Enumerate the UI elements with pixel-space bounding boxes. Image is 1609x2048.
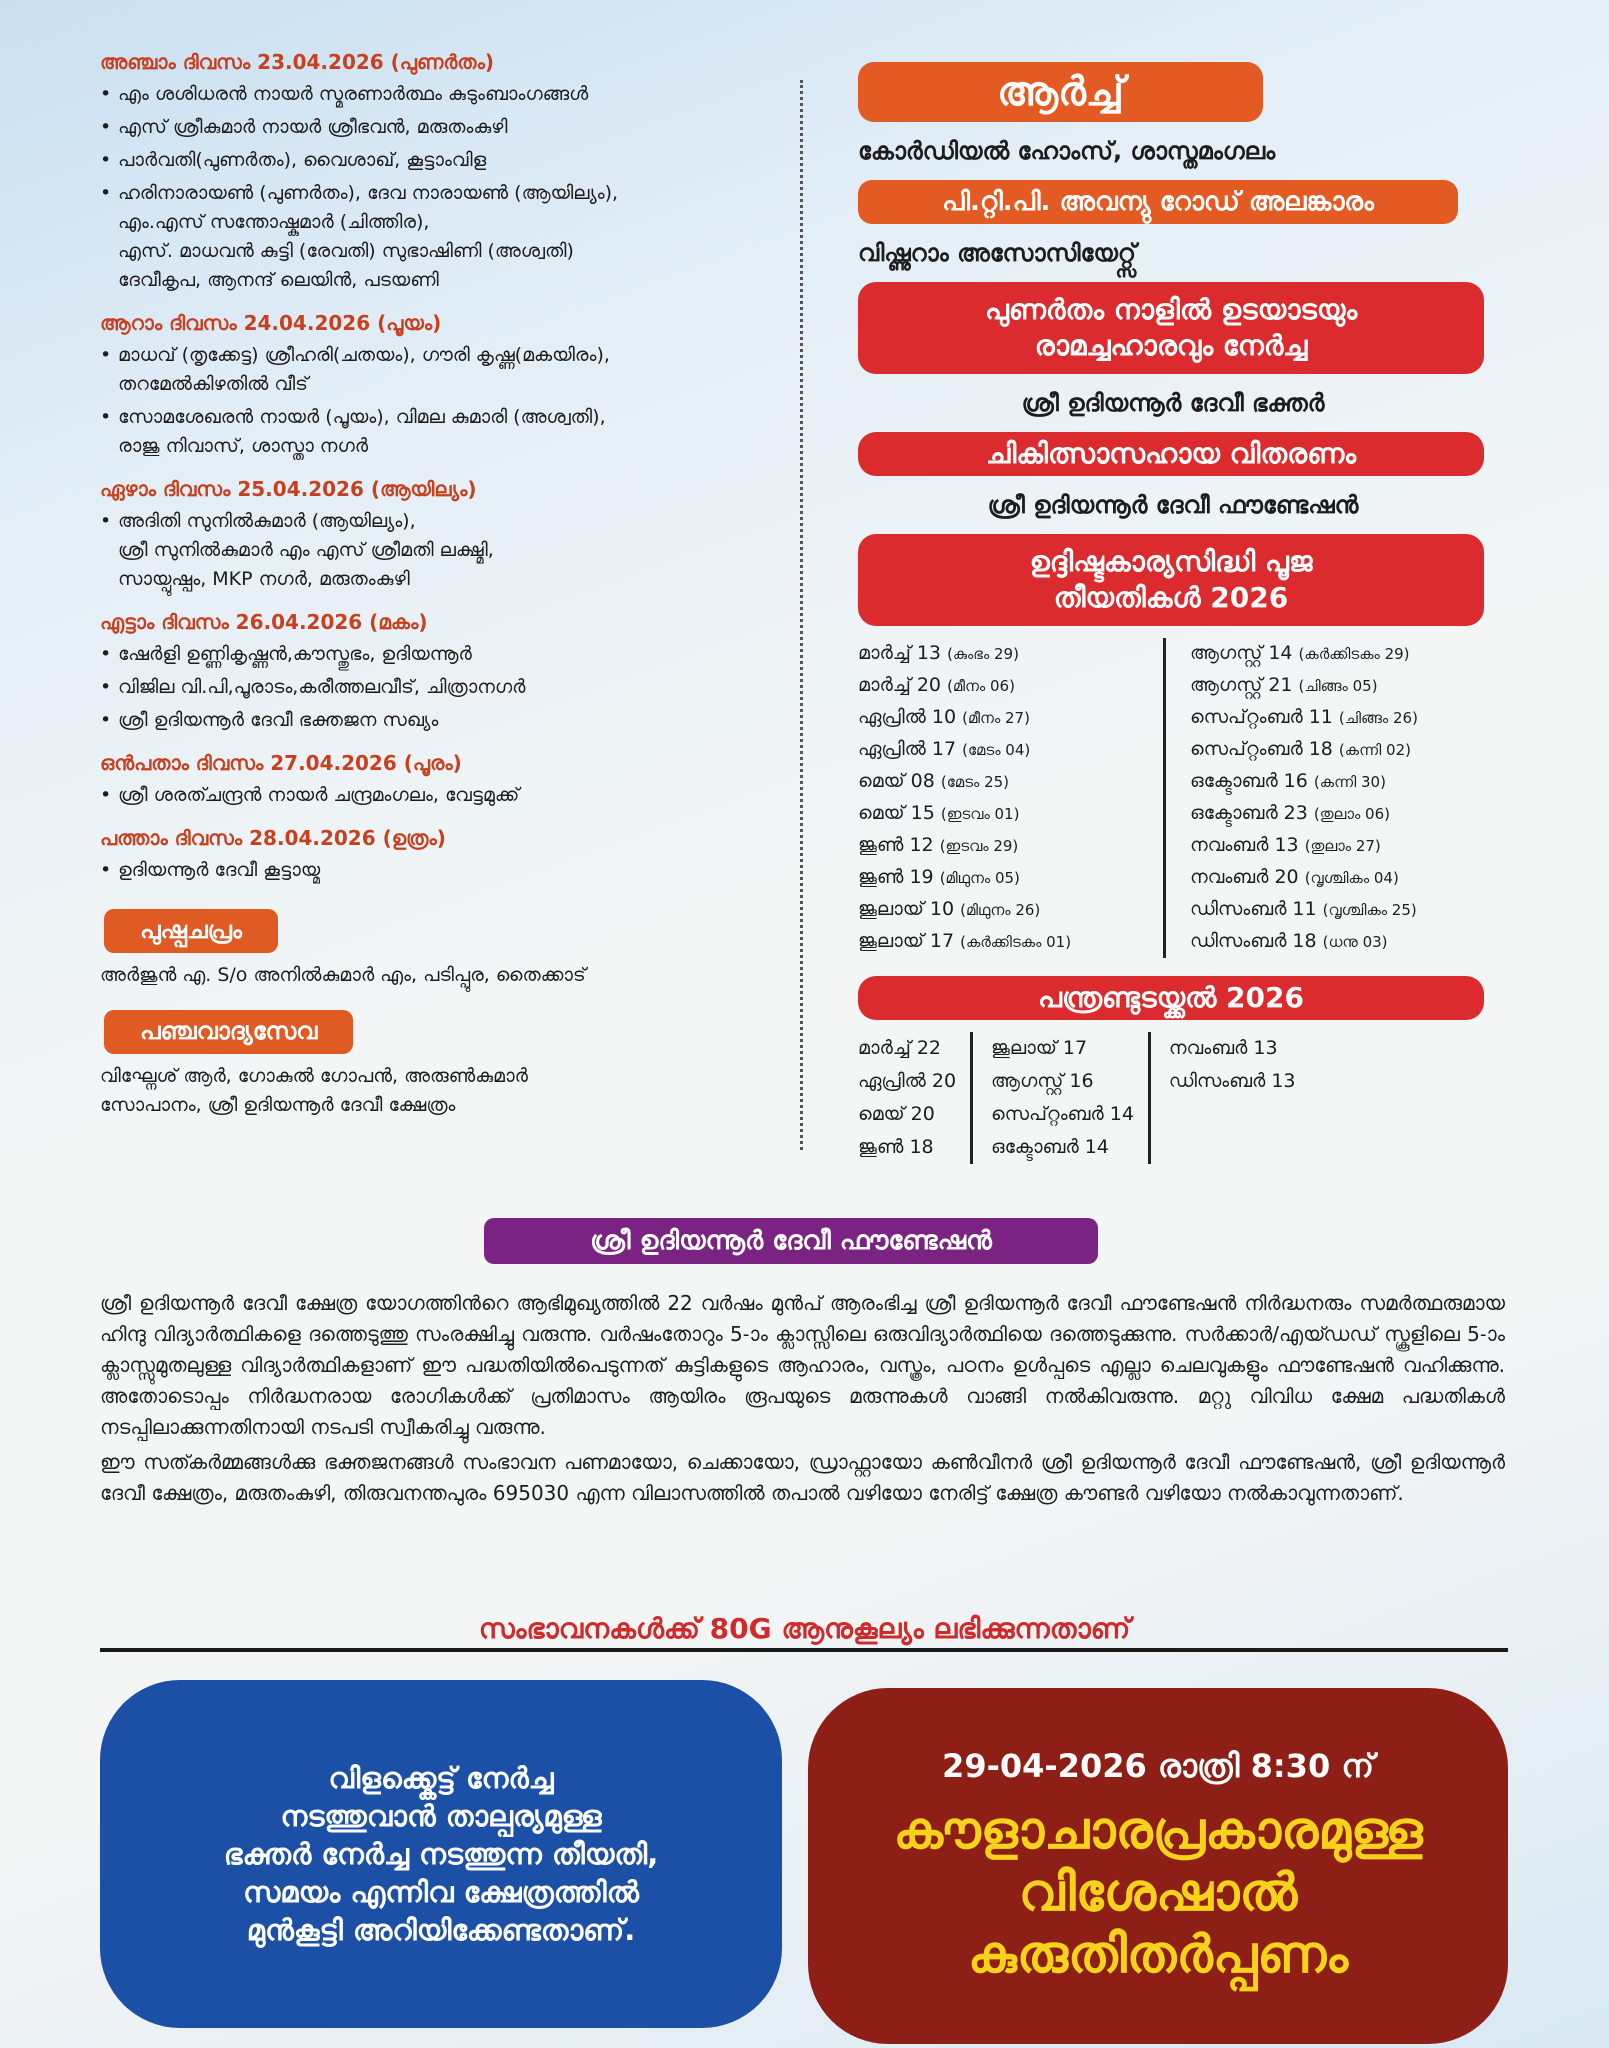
sponsor-item: • മാധവ് (തൃക്കേട്ട) ശ്രീഹരി(ചതയം), ഗൗരി കൃഷ്ണ(മകയിരം), തറമേൽകിഴതിൽ വീട് xyxy=(100,341,790,399)
udayadaya-sponsor: ശ്രീ ഉദിയന്നൂർ ദേവീ ഭക്തർ xyxy=(1021,389,1325,417)
pantrandu-date: ജൂൺ 18 xyxy=(858,1136,934,1158)
date-text: ജൂലായ് 10 xyxy=(858,898,955,920)
date-row xyxy=(1190,734,1418,766)
date-text: മാർച്ച് 20 xyxy=(858,674,942,696)
kuruthi-title: കൗളാചാരപ്രകാരമുള്ള വിശേഷാൽ കുരുതിതർപ്പണം xyxy=(893,1800,1423,1985)
pantrandu-dates xyxy=(858,1032,1488,1164)
pantrandu-col xyxy=(1169,1032,1310,1164)
date-text: ഡിസംബർ 18 xyxy=(1190,930,1317,952)
date-text: ഒക്ടോബർ 23 xyxy=(1190,802,1308,824)
date-text: നവംബർ 20 xyxy=(1190,866,1299,888)
date-note: (ചിങ്ങം 05) xyxy=(1298,677,1378,695)
date-text: മെയ് 15 xyxy=(858,802,935,824)
sponsor-list xyxy=(100,341,790,461)
divider-line xyxy=(100,1648,1508,1652)
pantrandu-col xyxy=(991,1032,1151,1164)
date-row xyxy=(858,638,1163,670)
date-row xyxy=(858,734,1163,766)
sponsor-item: • ശ്രീ ഉദിയന്നൂർ ദേവീ ഭക്തജന സഖ്യം xyxy=(100,706,790,735)
sponsor-item: • എം ശശിധരൻ നായർ സ്മരണാർത്ഥം കുടുംബാംഗങ്ങൾ xyxy=(100,80,790,109)
day-heading: ഒൻപതാം ദിവസം 27.04.2026 (പൂരം) xyxy=(100,751,462,775)
pooja-dates-right xyxy=(1166,638,1418,958)
day-section xyxy=(100,749,790,810)
pantrandu-date: ഏപ്രിൽ 20 xyxy=(858,1070,957,1092)
date-row xyxy=(1190,926,1418,958)
pantrandu-label: പന്ത്രണ്ടുടയ്ക്കൽ 2026 xyxy=(858,976,1484,1020)
date-note: (മീനം 06) xyxy=(947,677,1015,695)
tax-exemption-note: സംഭാവനകൾക്ക് 80G ആനുകൂല്യം ലഭിക്കുന്നതാണ് xyxy=(478,1612,1131,1645)
panchavadyam-label: പഞ്ചവാദ്യസേവ xyxy=(104,1010,353,1054)
day-section xyxy=(100,48,790,295)
day-heading: ഏഴാം ദിവസം 25.04.2026 (ആയില്യം) xyxy=(100,477,477,501)
sponsor-item: • അദിതി സുനിൽകുമാർ (ആയില്യം), ശ്രീ സുനിൽകുമാർ എം എസ് ശ്രീമതി ലക്ഷ്മി, സായ്പുഷ്പം, MKP നഗർ, മരുതംകുഴി xyxy=(100,507,790,594)
foundation-paragraph: ഈ സത്കർമ്മങ്ങൾക്കു ഭക്തജനങ്ങൾ സംഭാവന പണമായോ, ചെക്കായോ, ഡ്രാഫ്റ്റായോ കൺവീനർ ശ്രീ ഉദിയന്നൂർ ദേവീ ഫൗണ്ടേഷൻ, ശ്രീ ഉദിയന്നൂർ ദേവീ ക്ഷേത്രം, മരുതംകുഴി, തിരുവനന്തപുരം 695030 എന്ന വിലാസത്തിൽ തപാൽ വഴിയോ നേരിട്ട് ക്ഷേത്ര കൗണ്ടർ വഴിയോ നൽകാവുന്നതാണ്. xyxy=(100,1450,1505,1505)
date-note: (ധനു 03) xyxy=(1322,933,1388,951)
pantrandu-date: മാർച്ച് 22 xyxy=(858,1037,942,1059)
sponsor-item: • പാർവതി(പുണർതം), വൈശാഖ്, കൂട്ടാംവിള xyxy=(100,146,790,175)
date-text: ജൂൺ 12 xyxy=(858,834,934,856)
date-text: നവംബർ 13 xyxy=(1190,834,1299,856)
date-row xyxy=(858,766,1163,798)
sponsor-list xyxy=(100,507,790,594)
date-text: സെപ്റ്റംബർ 11 xyxy=(1190,706,1333,728)
date-note: (കർക്കിടകം 29) xyxy=(1298,645,1410,663)
date-row xyxy=(1190,766,1418,798)
date-row xyxy=(858,894,1163,926)
date-note: (കന്നി 02) xyxy=(1338,741,1411,759)
date-row xyxy=(1190,670,1418,702)
date-text: ജൂലായ് 17 xyxy=(858,930,955,952)
date-text: ഏപ്രിൽ 10 xyxy=(858,706,957,728)
date-note: (ഇടവം 29) xyxy=(939,837,1019,855)
day-section xyxy=(100,608,790,735)
arch-sponsor: കോർഡിയൽ ഹോംസ്, ശാസ്തമംഗലം xyxy=(858,137,1276,165)
kuruthi-notice xyxy=(808,1688,1508,2044)
date-note: (മീനം 27) xyxy=(962,709,1030,727)
pooja-label: ഉദ്ദിഷ്ടകാര്യസിദ്ധി പൂജ തീയതികൾ 2026 xyxy=(858,534,1484,626)
pushpa-label: പുഷ്പചപ്രം xyxy=(104,909,278,953)
sponsor-list xyxy=(100,640,790,735)
date-text: മാർച്ച് 13 xyxy=(858,642,942,664)
day-section xyxy=(100,824,790,885)
column-divider xyxy=(800,80,803,1150)
date-note: (കുംഭം 29) xyxy=(947,645,1019,663)
panchavadyam-sponsor: വിഘ്നേശ് ആർ, ഗോകുൽ ഗോപൻ, അരുൺകുമാർ സോപാനം, ശ്രീ ഉദിയന്നൂർ ദേവീ ക്ഷേത്രം xyxy=(100,1065,528,1116)
sponsor-item: • ഉദിയന്നൂർ ദേവീ കൂട്ടായ്മ xyxy=(100,856,790,885)
date-note: (തുലാം 06) xyxy=(1313,805,1390,823)
foundation-paragraph: ശ്രീ ഉദിയന്നൂർ ദേവീ ക്ഷേത്ര യോഗത്തിൻറെ ആഭിമുഖ്യത്തിൽ 22 വർഷം മുൻപ് ആരംഭിച്ച ശ്രീ ഉദിയന്നൂർ ദേവീ ഫൗണ്ടേഷൻ നിർദ്ധനരും സമർത്ഥരുമായ ഹിന്ദു വിദ്യാർത്ഥികളെ ദത്തെടുത്തു സംരക്ഷിച്ചു വരുന്നു. വർഷംതോറും 5-ാം ക്ലാസ്സിലെ ഒരുവിദ്യാർത്ഥിയെ ദത്തെടുക്കുന്നു. സർക്കാർ/എയ്ഡഡ് സ്കൂളിലെ 5-ാം ക്ലാസ്സുമുതലുള്ള വിദ്യാർത്ഥികളാണ് ഈ പദ്ധതിയിൽപെടുന്നത് കുട്ടികളുടെ ആഹാരം, വസ്ത്രം, പഠനം ഉൾപ്പടെ എല്ലാ ചെലവുകളും ഫൗണ്ടേഷൻ വഹിക്കുന്നു. അതോടൊപ്പം നിർദ്ധനരായ രോഗികൾക്ക് പ്രതിമാസം ആയിരം രൂപയുടെ മരുന്നുകൾ വാങ്ങി നൽകിവരുന്നു. മറ്റു വിവിധ ക്ഷേമ പദ്ധതികൾ നടപ്പിലാക്കുന്നതിനായി നടപടി സ്വീകരിച്ചു വരുന്നു. xyxy=(100,1291,1505,1439)
ptp-sponsor: വിഷ്ണുറാം അസോസിയേറ്റ്സ് xyxy=(858,239,1136,267)
date-row xyxy=(858,926,1163,958)
ptp-label: പി.റ്റി.പി. അവന്യു റോഡ് അലങ്കാരം xyxy=(858,180,1458,224)
sponsor-item: • ഷേർളി ഉണ്ണികൃഷ്ണൻ,കൗസ്തുഭം, ഉദിയന്നൂർ xyxy=(100,640,790,669)
sponsor-list xyxy=(100,80,790,295)
date-note: (വൃശ്ചികം 04) xyxy=(1304,869,1399,887)
day-heading: അഞ്ചാം ദിവസം 23.04.2026 (പുണർതം) xyxy=(100,50,495,74)
date-note: (ഇടവം 01) xyxy=(940,805,1020,823)
date-row xyxy=(1190,702,1418,734)
date-note: (മേടം 04) xyxy=(962,741,1031,759)
date-row xyxy=(1190,862,1418,894)
pooja-dates xyxy=(858,638,1488,958)
date-text: ആഗസ്റ്റ് 21 xyxy=(1190,674,1293,696)
pantrandu-col xyxy=(858,1032,973,1164)
date-note: (തുലാം 27) xyxy=(1304,837,1381,855)
chikitsa-label: ചികിത്സാസഹായ വിതരണം xyxy=(858,432,1484,476)
udayadaya-label: പുണർതം നാളിൽ ഉടയാടയും രാമച്ചഹാരവും നേർച്ച xyxy=(858,282,1484,374)
date-row xyxy=(1190,894,1418,926)
date-text: ഏപ്രിൽ 17 xyxy=(858,738,957,760)
pantrandu-date: ആഗസ്റ്റ് 16 xyxy=(991,1070,1094,1092)
kuruthi-datetime: 29-04-2026 രാത്രി 8:30 ന് xyxy=(942,1746,1374,1785)
sponsor-item: • സോമശേഖരൻ നായർ (പൂയം), വിമല കുമാരി (അശ്വതി), രാജു നിവാസ്, ശാസ്താ നഗർ xyxy=(100,403,790,461)
sponsor-item: • ശ്രീ ശരത്ചന്ദ്രൻ നായർ ചന്ദ്രമംഗലം, വേട്ടമുക്ക് xyxy=(100,781,790,810)
pantrandu-date: സെപ്റ്റംബർ 14 xyxy=(991,1103,1134,1125)
date-row xyxy=(1190,638,1418,670)
date-row xyxy=(858,830,1163,862)
sponsor-item: • ഹരിനാരായൺ (പുണർതം), ദേവ നാരായൺ (ആയില്യം), എം.എസ് സന്തോഷ്കുമാർ (ചിത്തിര), എസ്. മാധവൻ കുട്ടി (രേവതി) സുഭാഷിണി (അശ്വതി) ദേവീകൃപ, ആനന്ദ് ലെയിൻ, പടയണി xyxy=(100,179,790,295)
day-heading: എട്ടാം ദിവസം 26.04.2026 (മകം) xyxy=(100,610,428,634)
sponsor-list xyxy=(100,856,790,885)
date-note: (വൃശ്ചികം 25) xyxy=(1322,901,1417,919)
sponsor-item: • എസ് ശ്രീകുമാർ നായർ ശ്രീഭവൻ, മരുതംകുഴി xyxy=(100,113,790,142)
day-heading: ആറാം ദിവസം 24.04.2026 (പൂയം) xyxy=(100,311,442,335)
pantrandu-date: ജൂലായ് 17 xyxy=(991,1037,1088,1059)
date-note: (മിഥുനം 26) xyxy=(960,901,1041,919)
date-text: ഒക്ടോബർ 16 xyxy=(1190,770,1308,792)
pantrandu-date: നവംബർ 13 xyxy=(1168,1037,1278,1059)
sponsor-days-column xyxy=(100,48,790,1130)
date-note: (മിഥുനം 05) xyxy=(939,869,1020,887)
date-text: ആഗസ്റ്റ് 14 xyxy=(1190,642,1293,664)
date-text: ഡിസംബർ 11 xyxy=(1190,898,1317,920)
pooja-dates-left xyxy=(858,638,1166,958)
day-section xyxy=(100,309,790,461)
date-row xyxy=(858,862,1163,894)
pantrandu-date: ഒക്ടോബർ 14 xyxy=(991,1136,1109,1158)
day-heading: പത്താം ദിവസം 28.04.2026 (ഉത്രം) xyxy=(100,826,446,850)
date-row xyxy=(858,670,1163,702)
arch-label: ആർച്ച് xyxy=(858,62,1263,122)
date-note: (ചിങ്ങം 26) xyxy=(1338,709,1418,727)
sponsor-list xyxy=(100,781,790,810)
foundation-description xyxy=(100,1288,1505,1513)
date-row xyxy=(858,798,1163,830)
date-row xyxy=(858,702,1163,734)
chikitsa-sponsor: ശ്രീ ഉദിയന്നൂർ ദേവീ ഫൗണ്ടേഷൻ xyxy=(987,491,1359,519)
date-text: മെയ് 08 xyxy=(858,770,935,792)
date-note: (കന്നി 30) xyxy=(1313,773,1386,791)
date-text: സെപ്റ്റംബർ 18 xyxy=(1190,738,1333,760)
day-section xyxy=(100,475,790,594)
date-row xyxy=(1190,798,1418,830)
date-text: ജൂൺ 19 xyxy=(858,866,934,888)
sponsor-item: • വിജില വി.പി,പൂരാടം,കരീത്തലവീട്, ചിത്രാനഗർ xyxy=(100,673,790,702)
offerings-column xyxy=(858,62,1488,1164)
pantrandu-date: ഡിസംബർ 13 xyxy=(1168,1070,1296,1092)
date-note: (മേടം 25) xyxy=(940,773,1010,791)
vilakkukettu-notice: വിളക്ക്കെട്ട് നേർച്ച നടത്തുവാൻ താല്പര്യമുള്ള ഭക്തർ നേർച്ച നടത്തുന്ന തീയതി, സമയം എന്നിവ ക്ഷേത്രത്തിൽ മുൻകൂട്ടി അറിയിക്കേണ്ടതാണ്. xyxy=(100,1680,782,2028)
pantrandu-date: മെയ് 20 xyxy=(858,1103,935,1125)
date-row xyxy=(1190,830,1418,862)
foundation-heading: ശ്രീ ഉദിയന്നൂർ ദേവീ ഫൗണ്ടേഷൻ xyxy=(484,1218,1098,1264)
pushpa-sponsor: അർജുൻ എ. S/o അനിൽകുമാർ എം, പടിപ്പുര, തൈക്കാട് xyxy=(100,964,586,986)
date-note: (കർക്കിടകം 01) xyxy=(960,933,1072,951)
